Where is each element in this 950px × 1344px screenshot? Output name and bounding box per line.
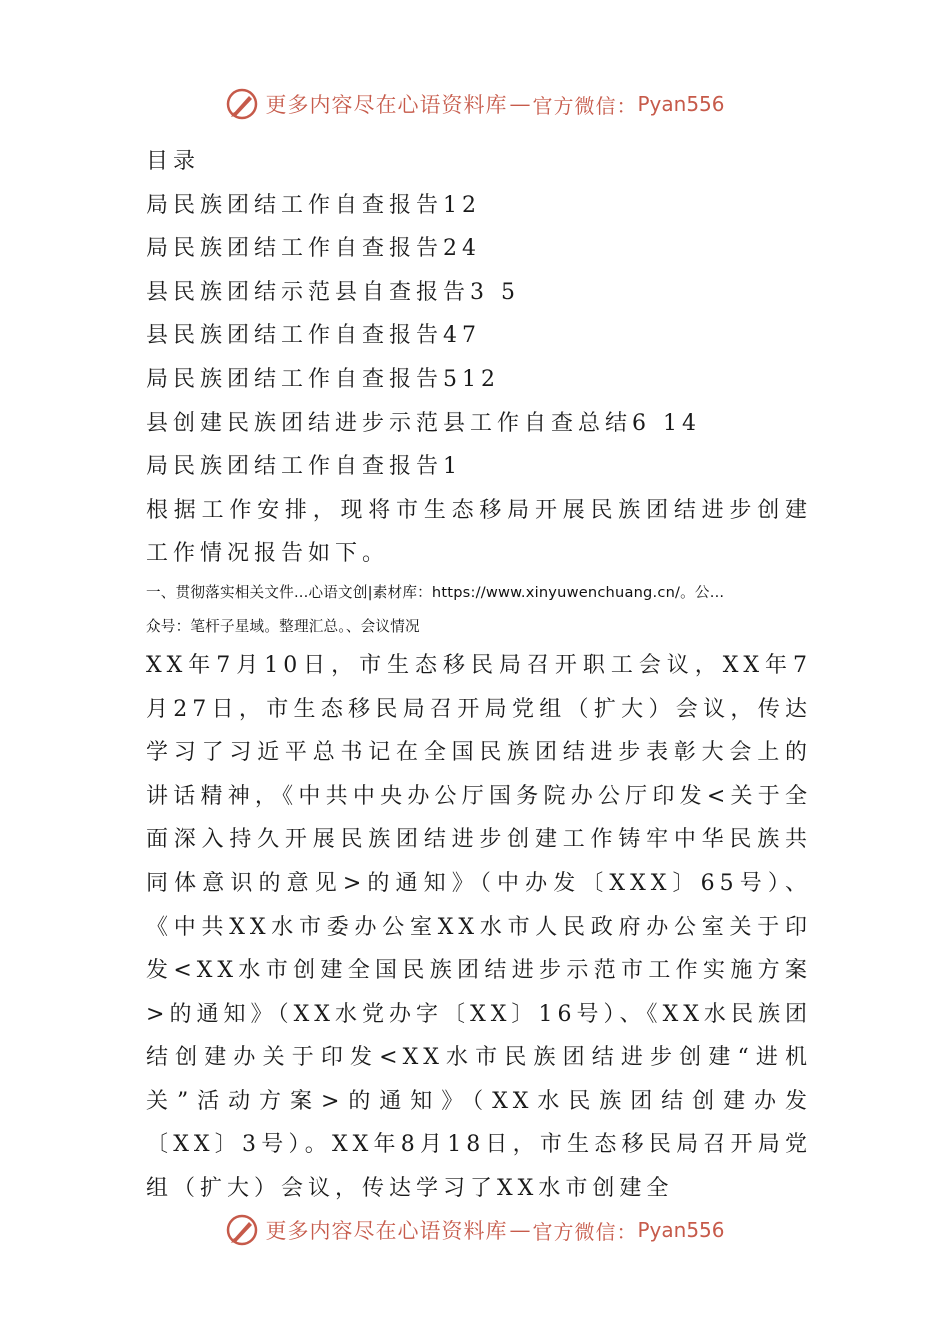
document-body — [146, 140, 812, 1211]
header-banner — [0, 84, 950, 124]
banner-wechat-label: 官方微信： — [532, 1219, 638, 1244]
banner-wechat-id: Pyan556 — [637, 92, 725, 116]
intro-paragraph: 根据工作安排，现将市生态移局开展民族团结进步创建工作情况报告如下。 — [146, 497, 812, 567]
section-heading — [146, 576, 812, 644]
toc-item: 局民族团结工作自查报告12 — [146, 192, 481, 218]
banner-separator: — — [509, 1218, 531, 1242]
pen-logo-icon — [225, 1213, 259, 1247]
banner-slogan: 更多内容尽在心语资料库 — [265, 1219, 508, 1243]
banner-slogan: 更多内容尽在心语资料库 — [265, 93, 508, 117]
toc-item: 县民族团结工作自查报告47 — [146, 323, 481, 349]
banner-wechat-id: Pyan556 — [637, 1218, 725, 1242]
body-paragraph: XX年7月10日，市生态移民局召开职工会议，XX年7月27日，市生态移民局召开局党组（扩大）会议，传达学习了习近平总书记在全国民族团结进步表彰大会上的讲话精神，《中共中央办公厅国务院办公厅印发<关于全面深入持久开展民族团结进步创建工作铸牢中华民族共同体意识的意见>的通知》（中办发〔XXX〕65号）、《中共XX水市委办公室XX水市人民政府办公室关于印发<XX水市创建全国民族团结进步示范市工作实施方案>的通知》（XX水党办字〔XX〕16号）、《XX水民族团结创建办关于印发<XX水市民族团结进步创建“进机关”活动方案>的通知》（XX水民族团结创建办发〔XX〕3号）。XX年8月18日，市生态移民局召开局党组（扩大）会议，传达学习了XX水市创建全 — [146, 652, 812, 1202]
toc-item: 局民族团结工作自查报告1 — [146, 454, 462, 480]
section-heading-line: 众号：笔杆子星域。整理汇总。、会议情况 — [146, 617, 420, 635]
banner-separator: — — [509, 92, 531, 116]
pen-logo-icon — [225, 87, 259, 121]
toc-item: 县民族团结示范县自查报告3 5 — [146, 279, 520, 305]
banner-wechat-label: 官方微信： — [532, 93, 638, 118]
toc-title: 目录 — [146, 149, 201, 174]
footer-banner — [0, 1210, 950, 1250]
section-heading-line: 一、贯彻落实相关文件...心语文创|素材库：https://www.xinyuwenchuang.cn/。公... — [146, 583, 725, 601]
toc-item: 局民族团结工作自查报告24 — [146, 236, 481, 262]
toc-item: 县创建民族团结进步示范县工作自查总结6 14 — [146, 410, 701, 436]
toc-item: 局民族团结工作自查报告512 — [146, 366, 500, 392]
